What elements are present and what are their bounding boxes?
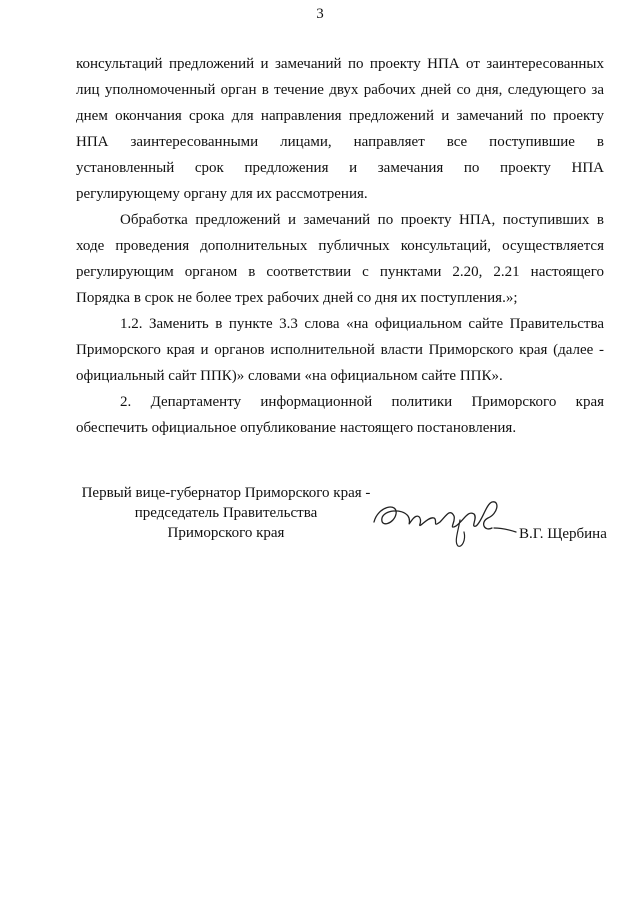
signatory-name: В.Г. Щербина: [519, 526, 607, 542]
paragraph-line: Приморского края и органов исполнительной власти Приморского края (далее -: [76, 342, 604, 358]
paragraph-line: ходе проведения дополнительных публичных консультаций, осуществляется: [76, 238, 604, 254]
paragraph-line: Порядка в срок не более трех рабочих дней со дня их поступления.»;: [76, 290, 518, 306]
paragraph-line: лиц уполномоченный орган в течение двух рабочих дней со дня, следующего за: [76, 82, 604, 98]
signatory-title-line: Первый вице-губернатор Приморского края -: [81, 485, 371, 501]
signatory-title: [76, 483, 376, 543]
page-number: 3: [316, 6, 324, 22]
paragraph-line: НПА заинтересованными лицами, направляет все поступившие в: [76, 134, 604, 150]
paragraph-line: 2. Департаменту информационной политики Приморского края: [120, 394, 604, 410]
paragraph-line: 1.2. Заменить в пункте 3.3 слова «на официальном сайте Правительства: [120, 316, 604, 332]
paragraph-line: консультаций предложений и замечаний по проекту НПА от заинтересованных: [76, 56, 604, 72]
paragraph-line: установленный срок предложения и замечания по проекту НПА: [76, 160, 604, 176]
paragraph-line: официальный сайт ППК)» словами «на официальном сайте ППК».: [76, 368, 503, 384]
paragraph-line: регулирующим органом в соответствии с пунктами 2.20, 2.21 настоящего: [76, 264, 604, 280]
paragraph-line: Обработка предложений и замечаний по проекту НПА, поступивших в: [120, 212, 604, 228]
handwritten-signature: [368, 488, 518, 550]
paragraph-line: обеспечить официальное опубликование настоящего постановления.: [76, 420, 517, 436]
signatory-title-line: председатель Правительства: [134, 505, 318, 521]
signatory-title-line: Приморского края: [167, 525, 285, 541]
paragraph-line: регулирующему органу для их рассмотрения.: [76, 186, 368, 202]
paragraph-line: днем окончания срока для направления предложений и замечаний по проекту: [76, 108, 604, 124]
